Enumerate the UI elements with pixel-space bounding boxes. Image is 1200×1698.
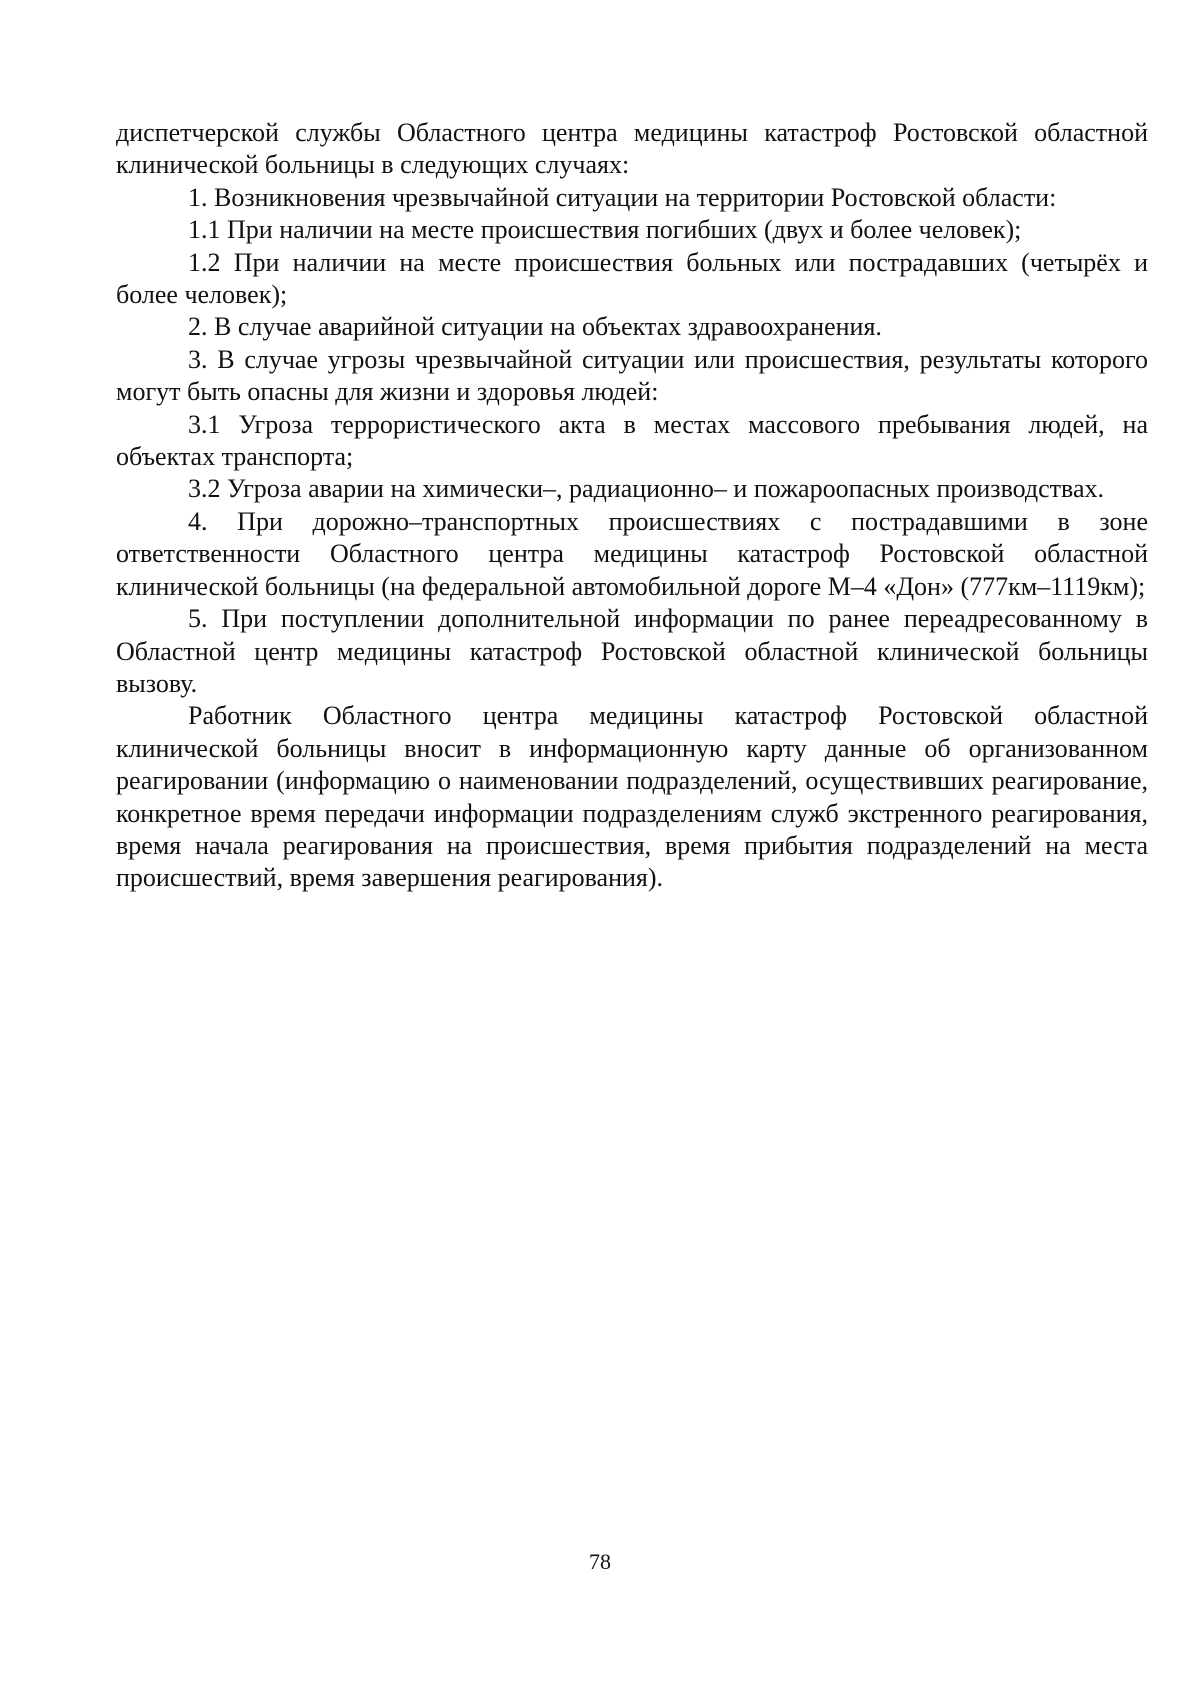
paragraph-item-1-1: 1.1 При наличии на месте происшествия погибших (двух и более человек);	[188, 215, 1022, 245]
paragraph-item-1: 1. Возникновения чрезвычайной ситуации на территории Ростовской области:	[188, 182, 1057, 212]
paragraph-item-3-2: 3.2 Угроза аварии на химически–, радиационно– и пожароопасных производствах.	[188, 474, 1105, 504]
body-text	[116, 117, 1148, 895]
paragraph-item-3: 3. В случае угрозы чрезвычайной ситуации или происшествия, результаты которого могут быть опасны для жизни и здоровья людей:	[116, 344, 1148, 407]
paragraph-continuation: диспетчерской службы Областного центра медицины катастроф Ростовской областной клинической больницы в следующих случаях:	[116, 118, 1148, 180]
paragraph-item-4: 4. При дорожно–транспортных происшествиях с пострадавшими в зоне ответственности Областного центра медицины катастроф Ростовской областной клинической больницы (на федеральной автомобильной дороге М–4 «Дон» (777км–1119км);	[116, 506, 1148, 601]
page-number: 78	[589, 1549, 611, 1574]
paragraph-item-5: 5. При поступлении дополнительной информации по ранее переадресованному в Областной центр медицины катастроф Ростовской областной клинической больницы вызову.	[116, 604, 1148, 698]
paragraph-worker-duties: Работник Областного центра медицины катастроф Ростовской областной клинической больницы вносит в информационную карту данные об организованном реагировании (информацию о наименовании подразделений, осуществивших реагирование, конкретное время передачи информации подразделениям служб экстренного реагирования, время начала реагирования на происшествия, время прибытия подразделений на места происшествий, время завершения реагирования).	[116, 701, 1148, 893]
paragraph-item-2: 2. В случае аварийной ситуации на объектах здравоохранения.	[188, 312, 882, 342]
paragraph-item-3-1: 3.1 Угроза террористического акта в местах массового пребывания людей, на объектах транспорта;	[116, 409, 1148, 472]
paragraph-item-1-2: 1.2 При наличии на месте происшествия больных или пострадавших (четырёх и более человек);	[116, 247, 1148, 310]
